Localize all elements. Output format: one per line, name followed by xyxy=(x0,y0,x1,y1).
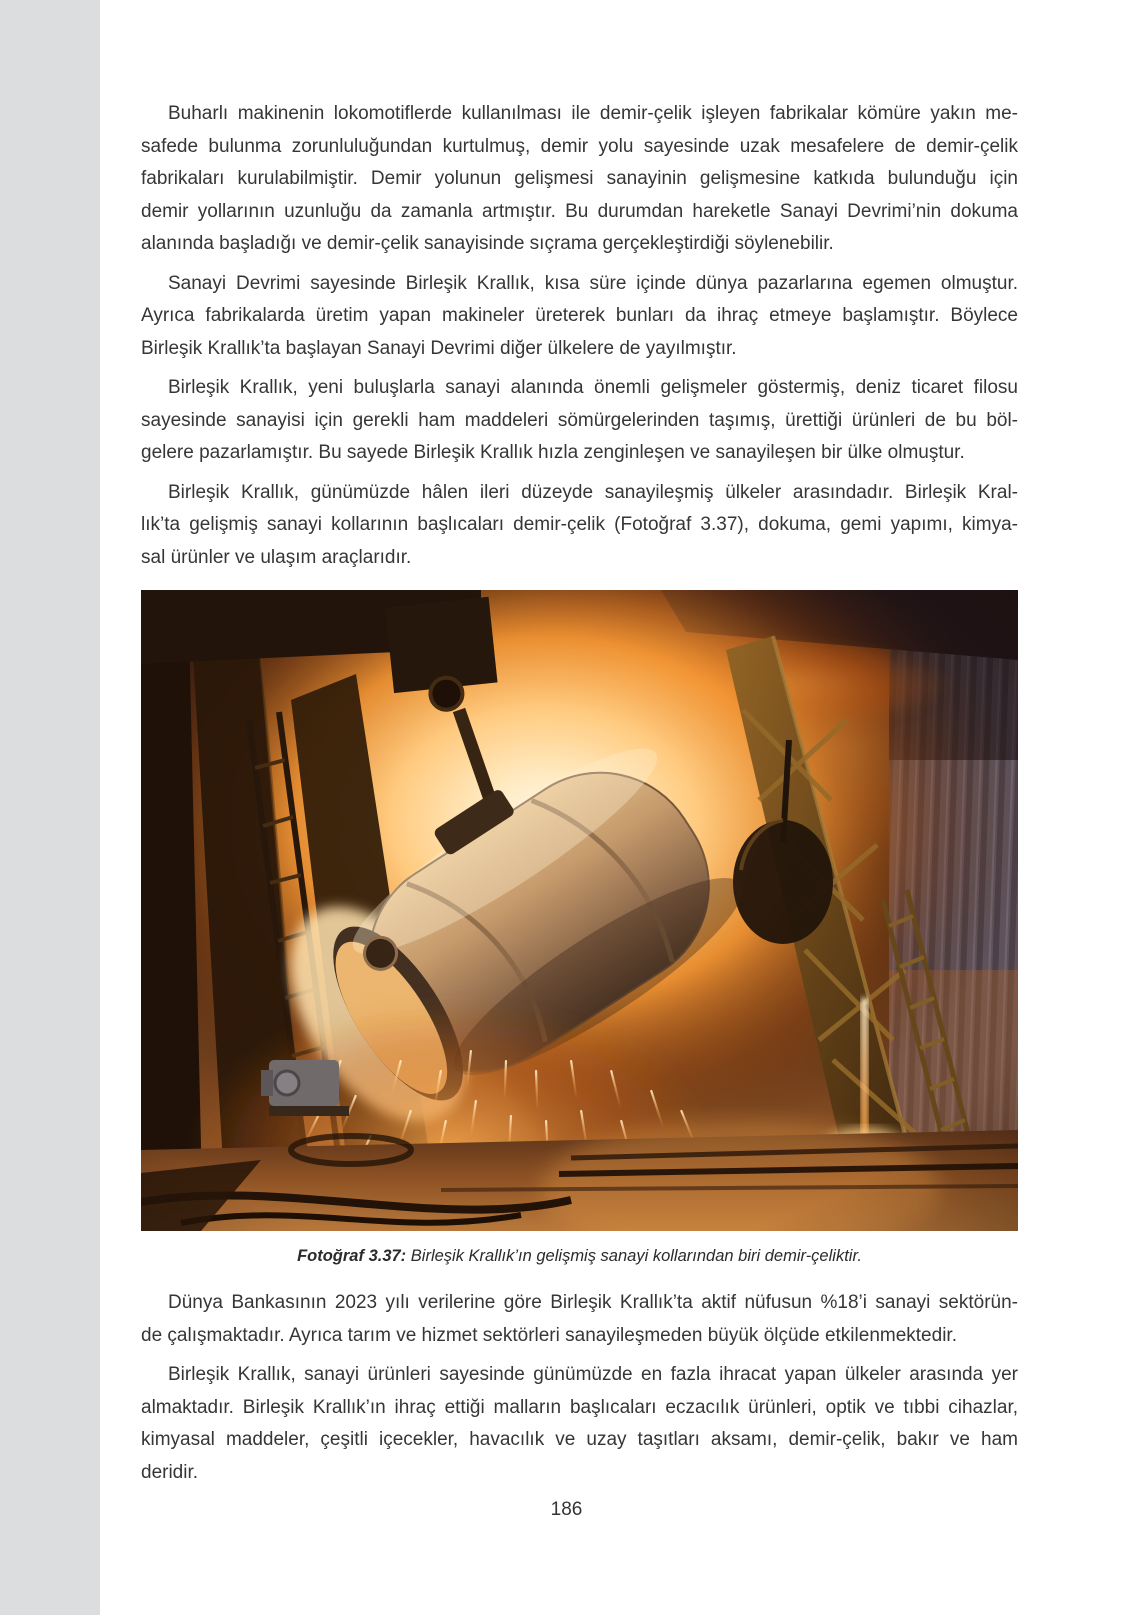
text-line: Buharlı makinenin lokomotiflerde kullanılması ile demir-çelik işleyen fabrikalar kömüre yakın me- xyxy=(168,103,1018,124)
text-line: lık’ta gelişmiş sanayi kollarının başlıcaları demir-çelik (Fotoğraf 3.37), dokuma, gemi yapımı, kimya- xyxy=(141,514,1018,535)
paragraph-5 xyxy=(141,1287,1018,1352)
text-line: deridir. xyxy=(141,1461,199,1483)
figure-caption-label: Fotoğraf 3.37: xyxy=(297,1247,407,1265)
text-line: gelere pazarlamıştır. Bu sayede Birleşik Krallık hızla zenginleşen ve sanayileşen bir ülke olmuştur. xyxy=(141,442,965,463)
page-content xyxy=(141,98,1018,1496)
paragraph-4 xyxy=(141,477,1018,575)
text-line: Dünya Bankasının 2023 yılı verilerine göre Birleşik Krallık’ta aktif nüfusun %18’i sanayi sektörün- xyxy=(168,1292,1018,1313)
text-line: Birleşik Krallık, günümüzde hâlen ileri düzeyde sanayileşmiş ülkeler arasındadır. Birleşik Kral- xyxy=(168,481,1018,503)
text-line: safede bulunma zorunluluğundan kurtulmuş, demir yolu sayesinde uzak mesafelere de demir-çelik xyxy=(141,135,1018,157)
foundry-photo xyxy=(141,590,1018,1231)
text-line: kimyasal maddeler, çeşitli içecekler, havacılık ve uzay taşıtları aksamı, demir-çelik, bakır ve ham xyxy=(141,1429,1018,1450)
figure-3-37 xyxy=(141,590,1018,1269)
paragraph-3 xyxy=(141,372,1018,470)
text-line: Birleşik Krallık, yeni buluşlarla sanayi alanında önemli gelişmeler göstermiş, deniz ticaret filosu xyxy=(168,377,1018,398)
page-margin-strip xyxy=(0,0,100,1615)
text-line: alanında başladığı ve demir-çelik sanayisinde sıçrama gerçekleştirdiği söylenebilir. xyxy=(141,233,834,254)
text-line: demir yollarının uzunluğu da zamanla artmıştır. Bu durumdan hareketle Sanayi Devrimi’nin dokuma xyxy=(141,200,1018,222)
foundry-photo-svg xyxy=(141,590,1018,1231)
text-line: sayesinde sanayisi için gerekli ham maddeleri sömürgelerinden taşımış, ürettiği ürünleri de bu böl- xyxy=(141,409,1018,431)
text-line: de çalışmaktadır. Ayrıca tarım ve hizmet sektörleri sanayileşmeden büyük ölçüde etkilenmektedir. xyxy=(141,1324,957,1346)
text-line: fabrikaları kurulabilmiştir. Demir yolunun gelişmesi sanayinin gelişmesine katkıda bulunduğu için xyxy=(141,168,1018,189)
text-line: almaktadır. Birleşik Krallık’ın ihraç ettiği malların başlıcaları eczacılık ürünleri, optik ve tıbbi cihazlar, xyxy=(141,1396,1018,1418)
text-line: Ayrıca fabrikalarda üretim yapan makineler üreterek bunları da ihraç etmeye başlamıştır. Böylece xyxy=(141,305,1018,326)
figure-caption xyxy=(141,1244,1018,1269)
text-line: Birleşik Krallık, sanayi ürünleri sayesinde günümüzde en fazla ihracat yapan ülkeler arasında yer xyxy=(168,1364,1018,1385)
text-line: Sanayi Devrimi sayesinde Birleşik Krallık, kısa süre içinde dünya pazarlarına egemen olmuştur. xyxy=(168,272,1018,294)
page-number: 186 xyxy=(550,1499,583,1520)
text-line: sal ürünler ve ulaşım araçlarıdır. xyxy=(141,546,412,568)
figure-caption-text: Birleşik Krallık’ın gelişmiş sanayi kollarından biri demir-çeliktir. xyxy=(406,1247,862,1265)
text-line: Birleşik Krallık’ta başlayan Sanayi Devrimi diğer ülkelere de yayılmıştır. xyxy=(141,337,737,359)
paragraph-2 xyxy=(141,268,1018,366)
paragraph-1 xyxy=(141,98,1018,261)
paragraph-6 xyxy=(141,1359,1018,1489)
